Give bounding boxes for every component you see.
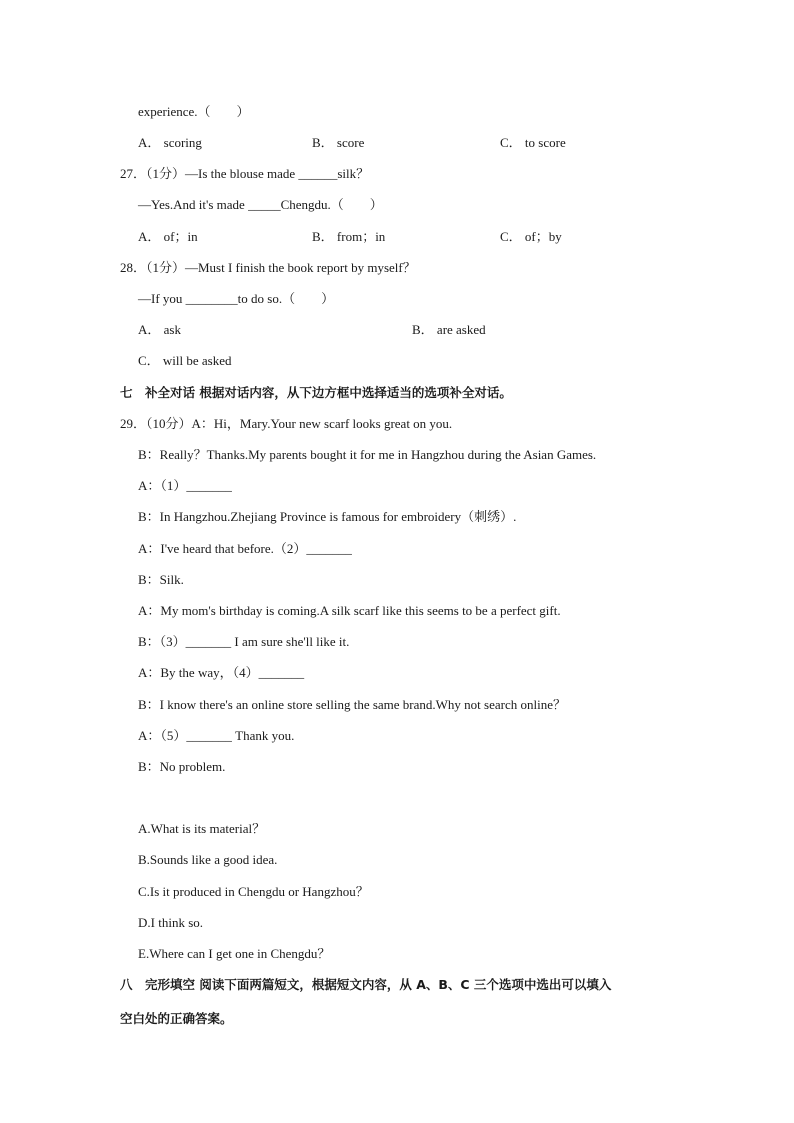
- q29-dialogue-line: B：Really？Thanks.My parents bought it for me in Hangzhou during the Asian Games.: [138, 447, 597, 462]
- q26-option-b[interactable]: B． score: [312, 135, 365, 150]
- q27-line2: —Yes.And it's made _____Chengdu.（ ）: [138, 197, 383, 212]
- q28-option-b[interactable]: B． are asked: [412, 322, 486, 337]
- q28-option-a[interactable]: A． ask: [138, 322, 181, 337]
- q27-option-c[interactable]: C． of；by: [500, 229, 562, 244]
- q29-choice-e[interactable]: E.Where can I get one in Chengdu？: [138, 946, 331, 961]
- q29-choice-a[interactable]: A.What is its material？: [138, 821, 266, 836]
- q29-blank-3: B：（3）_______ I am sure she'll like it.: [138, 634, 350, 649]
- q29-blank-2: A：I've heard that before.（2）_______: [138, 541, 352, 556]
- q26-option-c[interactable]: C． to score: [500, 135, 566, 150]
- q29-blank-5: A：（5）_______ Thank you.: [138, 728, 295, 743]
- q29-dialogue-line: B：In Hangzhou.Zhejiang Province is famous for embroidery（刺绣）.: [138, 509, 517, 524]
- q29-choice-b[interactable]: B.Sounds like a good idea.: [138, 852, 278, 867]
- q29-choice-c[interactable]: C.Is it produced in Chengdu or Hangzhou？: [138, 884, 369, 899]
- q26-option-a[interactable]: A． scoring: [138, 135, 202, 150]
- q29-dialogue-line: 29．（10分）A：Hi，Mary.Your new scarf looks great on you.: [120, 416, 453, 431]
- q27-option-b[interactable]: B． from；in: [312, 229, 386, 244]
- q27-stem: 27．（1分）—Is the blouse made ______silk？: [120, 166, 370, 181]
- q29-choice-d[interactable]: D.I think so.: [138, 915, 203, 930]
- q26-continuation: experience.（ ）: [138, 104, 250, 119]
- q29-dialogue-line: B：No problem.: [138, 759, 226, 774]
- q29-blank-4: A：By the way，（4）_______: [138, 665, 305, 680]
- section-8-heading-cont: 空白处的正确答案。: [120, 1011, 233, 1026]
- q29-dialogue-line: B：I know there's an online store selling the same brand.Why not search online？: [138, 697, 566, 712]
- q29-dialogue-line: B：Silk.: [138, 572, 184, 587]
- q28-line2: —If you ________to do so.（ ）: [138, 291, 335, 306]
- section-8-heading: 八 完形填空 阅读下面两篇短文，根据短文内容，从 A、B、C 三个选项中选出可以填入: [120, 977, 612, 992]
- q27-option-a[interactable]: A． of；in: [138, 229, 198, 244]
- q29-blank-1: A：（1）_______: [138, 478, 232, 493]
- q28-option-c[interactable]: C． will be asked: [138, 353, 232, 368]
- q28-stem: 28．（1分）—Must I finish the book report by myself？: [120, 260, 416, 275]
- section-7-heading: 七 补全对话 根据对话内容，从下边方框中选择适当的选项补全对话。: [120, 385, 512, 400]
- q29-dialogue-line: A：My mom's birthday is coming.A silk scarf like this seems to be a perfect gift.: [138, 603, 561, 618]
